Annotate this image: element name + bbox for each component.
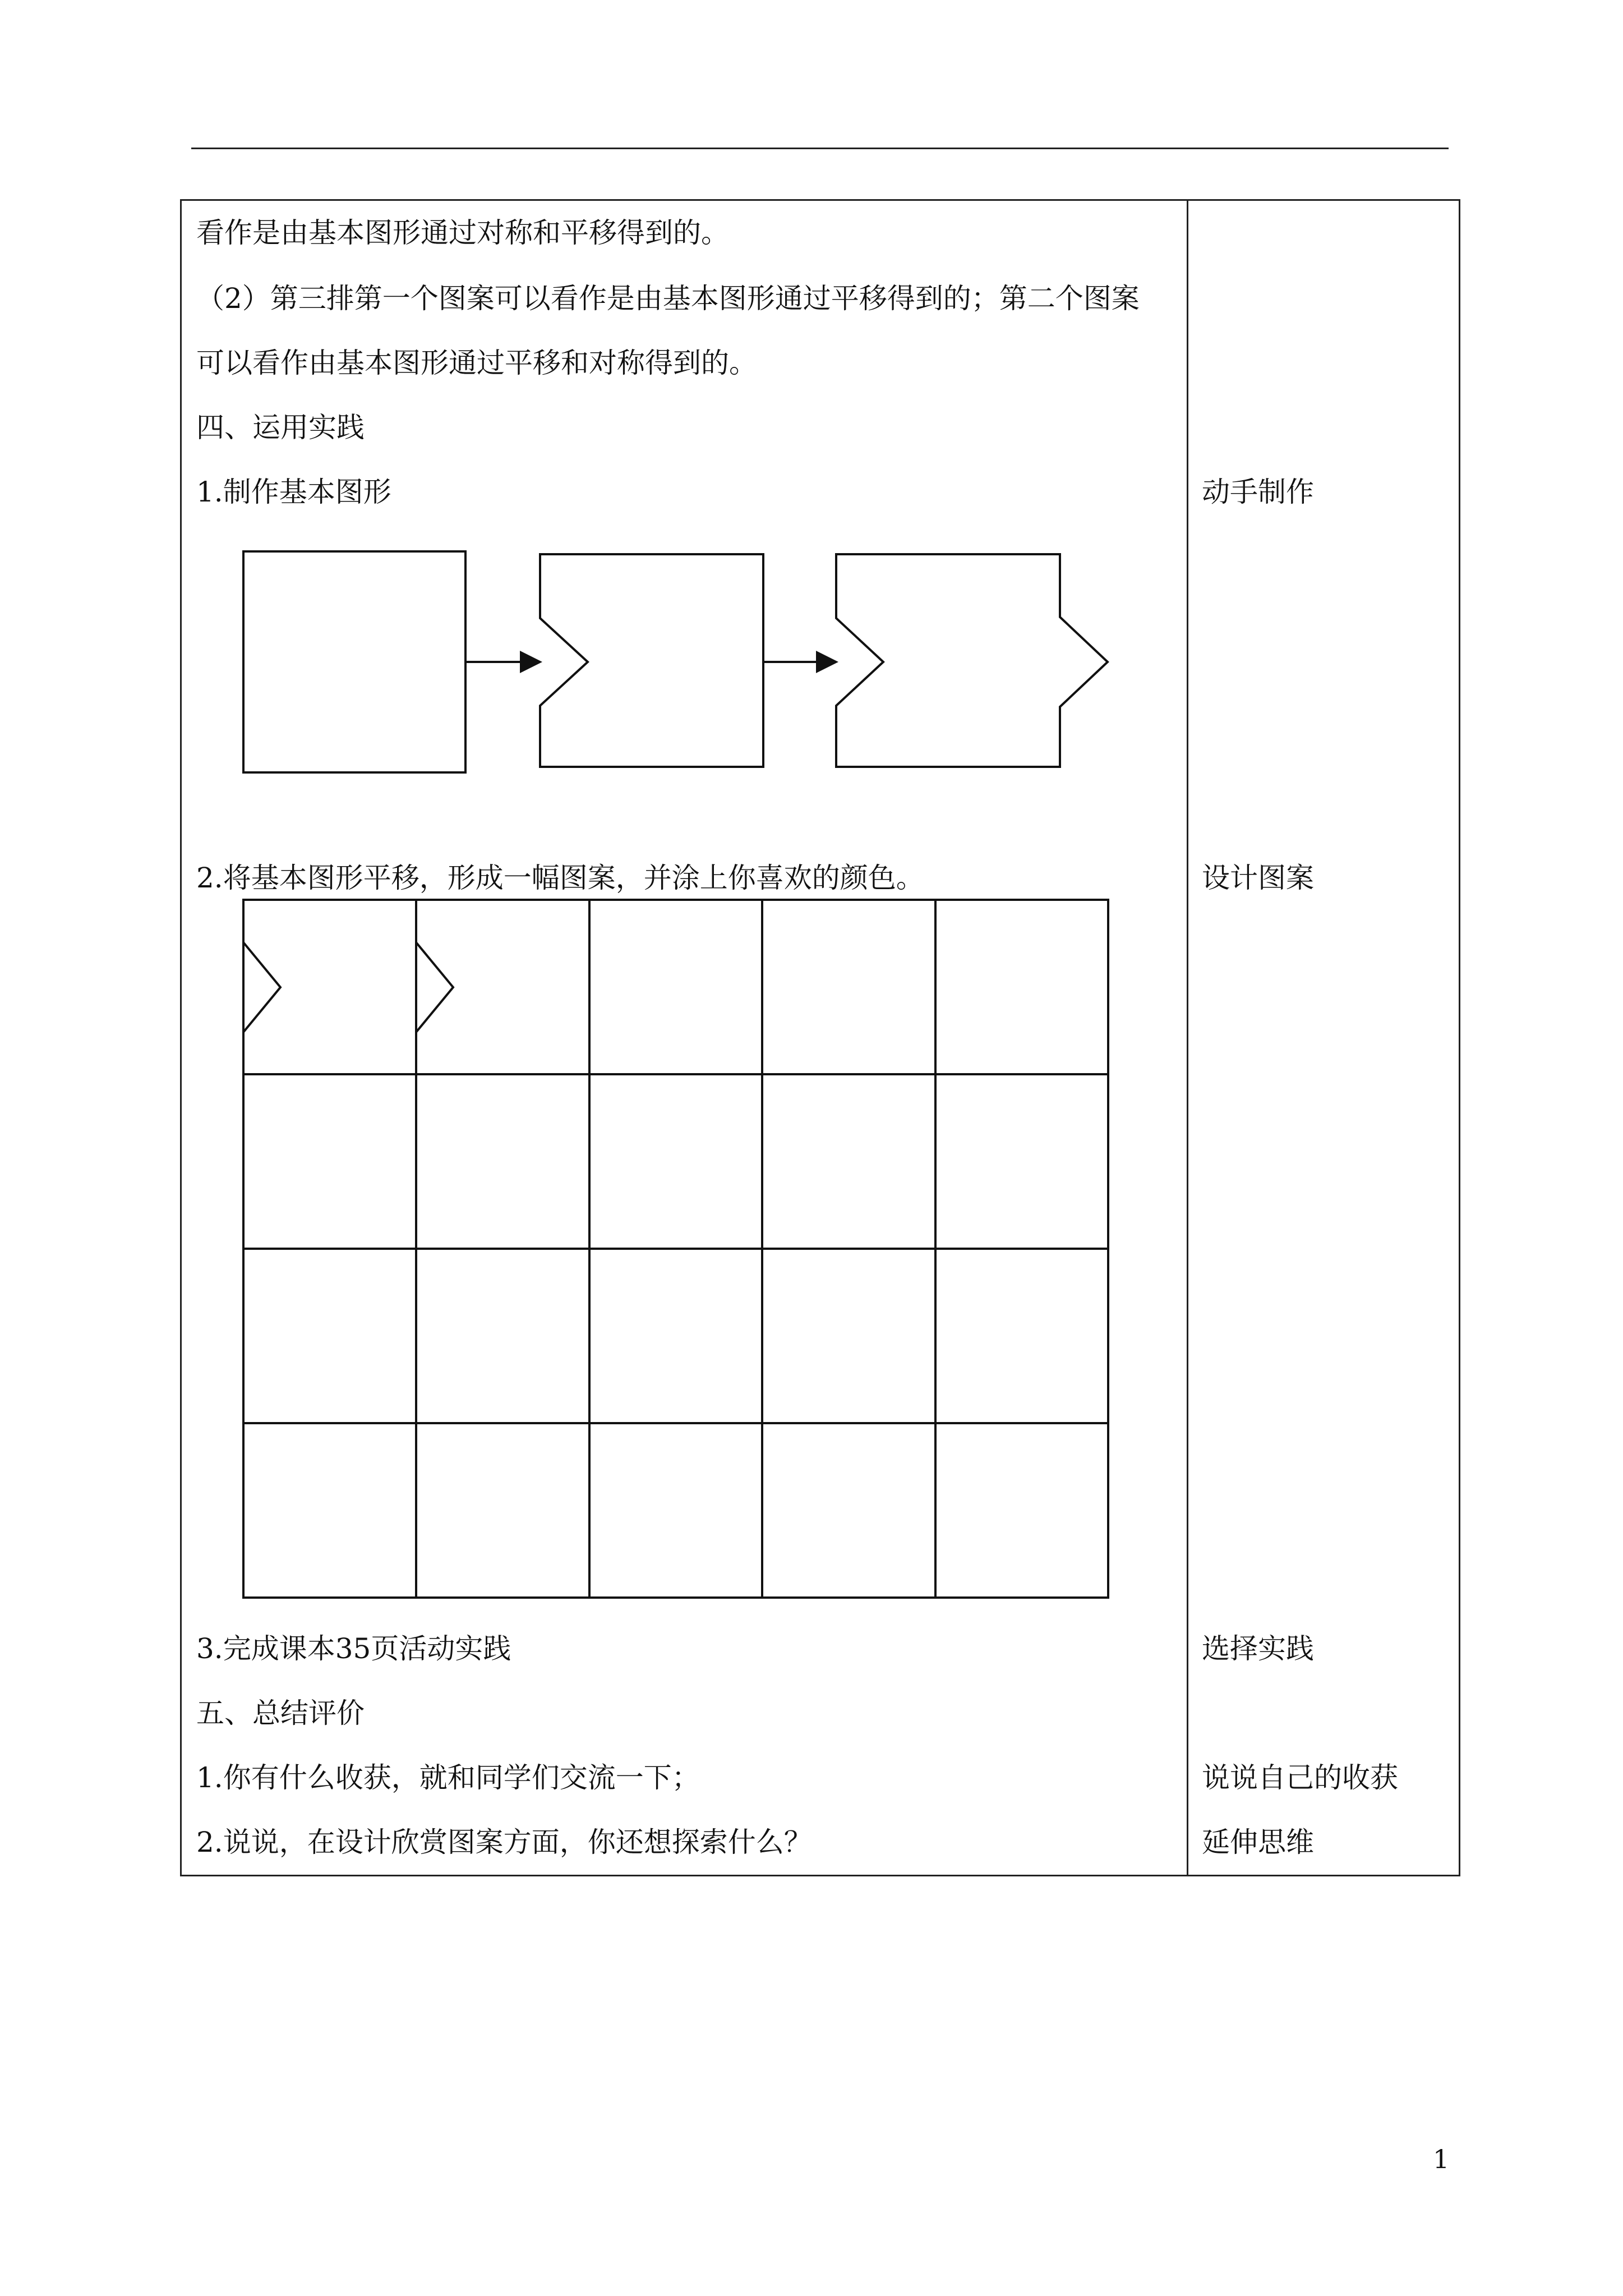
step-textbook-activity: 3.完成课本35页活动实践 <box>196 1632 511 1665</box>
text-line-1: 看作是由基本图形通过对称和平移得到的。 <box>196 217 729 249</box>
square-shape <box>243 551 465 772</box>
section-heading-summary: 五、总结评价 <box>196 1697 365 1729</box>
notched-square-shape <box>540 554 763 767</box>
step-translate-pattern: 2.将基本图形平移，形成一幅图案，并涂上你喜欢的颜色。 <box>196 862 924 894</box>
text-line-2: （2）第三排第一个图案可以看作是由基本图形通过平移得到的；第二个图案 <box>196 282 1140 315</box>
page-number: 1 <box>1433 2144 1450 2174</box>
summary-question-1: 1.你有什么收获，就和同学们交流一下； <box>196 1761 700 1794</box>
tile-notch-right <box>416 942 453 1032</box>
puzzle-piece-shape <box>836 554 1108 767</box>
text-line-3: 可以看作由基本图形通过平移和对称得到的。 <box>196 347 757 379</box>
note-extend-thinking: 延伸思维 <box>1202 1826 1314 1858</box>
section-heading-practice: 四、运用实践 <box>196 411 365 444</box>
translation-grid <box>243 900 1108 1598</box>
tile-notch-left <box>243 942 280 1032</box>
basic-shape-construction <box>243 551 1108 772</box>
note-design-pattern: 设计图案 <box>1202 862 1314 894</box>
summary-question-2: 2.说说，在设计欣赏图案方面，你还想探索什么？ <box>196 1826 812 1858</box>
note-hands-on: 动手制作 <box>1202 476 1314 508</box>
step-make-basic-shape: 1.制作基本图形 <box>196 476 391 508</box>
note-choose-practice: 选择实践 <box>1202 1632 1314 1665</box>
note-share-gains: 说说自己的收获 <box>1202 1761 1398 1794</box>
